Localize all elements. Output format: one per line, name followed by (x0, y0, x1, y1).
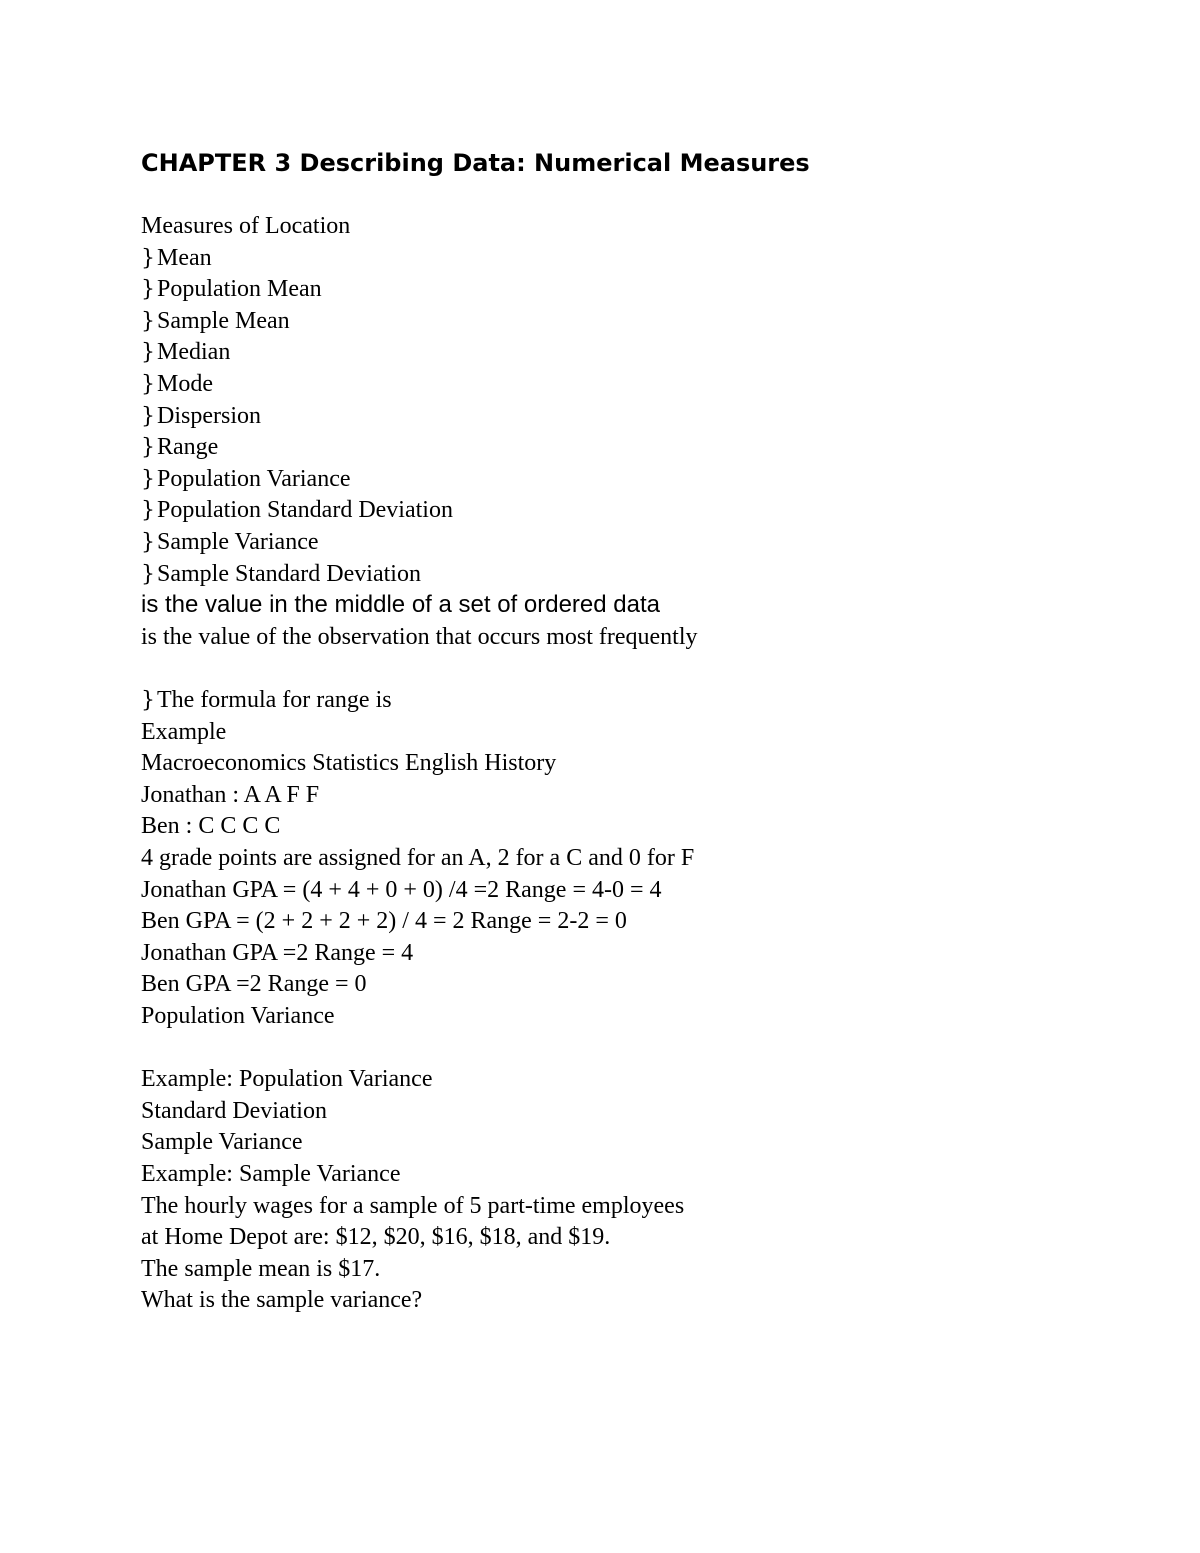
body-line (141, 905, 627, 937)
body-line-text: Ben : C C C C (141, 813, 281, 839)
body-line (141, 1063, 432, 1095)
body-line (141, 273, 322, 306)
body-line-text: Example: Sample Variance (141, 1161, 401, 1187)
bullet-glyph: } (141, 530, 155, 555)
body-line-text: Jonathan GPA =2 Range = 4 (141, 940, 414, 966)
body-line-text: Jonathan : A A F F (141, 782, 320, 808)
body-line-text: 4 grade points are assigned for an A, 2 for a C and 0 for F (141, 845, 695, 871)
bullet-glyph: } (141, 246, 155, 271)
body-line (141, 716, 226, 748)
body-line-text: Sample Variance (157, 529, 319, 555)
body-line-text: Mode (157, 371, 213, 397)
body-line (141, 937, 413, 969)
body-line (141, 210, 350, 242)
body-line (141, 526, 319, 559)
bullet-glyph: } (141, 688, 155, 713)
body-line-text: Sample Variance (141, 1129, 303, 1155)
body-line-text: Population Mean (157, 276, 322, 302)
body-line-text: Example: Population Variance (141, 1066, 433, 1092)
body-line-text: is the value of the observation that occurs most frequently (141, 624, 698, 650)
body-line-text: The formula for range is (157, 687, 392, 713)
body-line-text: Population Standard Deviation (157, 497, 453, 523)
body-line (141, 336, 230, 369)
body-line-text: Jonathan GPA = (4 + 4 + 0 + 0) /4 =2 Range = 4-0 = 4 (141, 877, 662, 903)
body-line-text: Median (157, 339, 231, 365)
body-line-text: Sample Standard Deviation (157, 561, 421, 587)
bullet-glyph: } (141, 277, 155, 302)
body-line (141, 494, 453, 527)
body-line-text: The hourly wages for a sample of 5 part-time employees (141, 1193, 685, 1219)
bullet-glyph: } (141, 309, 155, 334)
body-line (141, 463, 351, 496)
body-line-text: is the value in the middle of a set of ordered data (141, 591, 660, 618)
body-line (141, 589, 660, 621)
body-line (141, 621, 698, 653)
body-line (141, 1126, 303, 1158)
page-title: CHAPTER 3 Describing Data: Numerical Measures (141, 149, 810, 177)
body-line-text: Ben GPA = (2 + 2 + 2 + 2) / 4 = 2 Range = 2-2 = 0 (141, 908, 627, 934)
body-line-text: Population Variance (157, 466, 351, 492)
body-line (141, 305, 290, 338)
body-line (141, 1190, 684, 1222)
body-line-text: The sample mean is $17. (141, 1256, 381, 1282)
bullet-glyph: } (141, 562, 155, 587)
body-line (141, 842, 694, 874)
body-line (141, 431, 218, 464)
body-line-text: Macroeconomics Statistics English History (141, 750, 557, 776)
body-line (141, 1253, 380, 1285)
body-line (141, 874, 662, 906)
body-line (141, 1158, 400, 1190)
body-line (141, 1095, 327, 1127)
body-line-text: Range (157, 434, 219, 460)
body-line (141, 1000, 335, 1032)
bullet-glyph: } (141, 372, 155, 397)
bullet-glyph: } (141, 435, 155, 460)
body-line (141, 1284, 422, 1316)
body-line-text: Population Variance (141, 1003, 335, 1029)
body-line-text: Mean (157, 245, 212, 271)
body-line-text: Measures of Location (141, 213, 351, 239)
body-line (141, 747, 556, 779)
body-line (141, 558, 421, 591)
body-line-text: What is the sample variance? (141, 1287, 423, 1313)
body-line-text: Sample Mean (157, 308, 290, 334)
body-line-text: at Home Depot are: $12, $20, $16, $18, and $19. (141, 1224, 611, 1250)
body-line (141, 368, 213, 401)
body-line (141, 968, 367, 1000)
body-line-text: Standard Deviation (141, 1098, 327, 1124)
body-line (141, 779, 319, 811)
body-line-text: Dispersion (157, 403, 261, 429)
body-line (141, 810, 280, 842)
body-line-text: Ben GPA =2 Range = 0 (141, 971, 367, 997)
body-line (141, 400, 261, 433)
body-line-text: Example (141, 719, 227, 745)
bullet-glyph: } (141, 498, 155, 523)
body-line (141, 1221, 610, 1253)
bullet-glyph: } (141, 467, 155, 492)
bullet-glyph: } (141, 340, 155, 365)
bullet-glyph: } (141, 404, 155, 429)
body-line (141, 684, 392, 717)
body-line (141, 242, 212, 275)
